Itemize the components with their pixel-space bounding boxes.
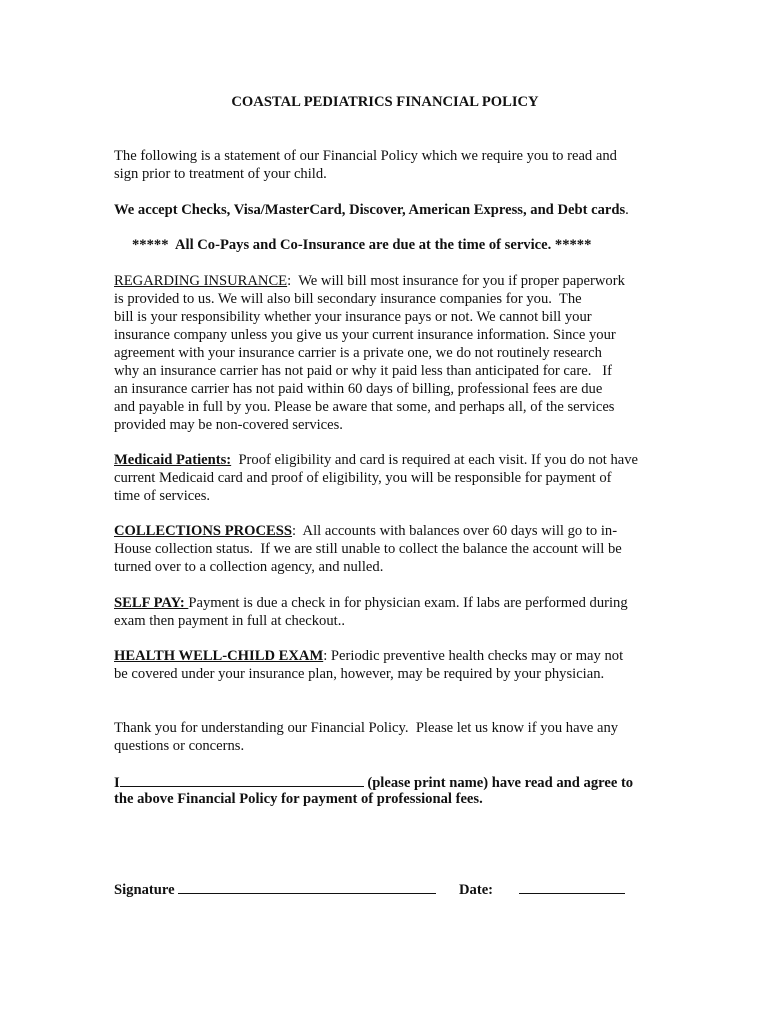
medicaid-heading: Medicaid Patients:: [114, 452, 232, 468]
well-child-first-rest: : Periodic preventive health checks may or may not: [323, 648, 624, 664]
self-pay-line: exam then payment in full at checkout..: [114, 613, 345, 629]
insurance-line: insurance company unless you give us your current insurance information. Since your: [114, 327, 616, 343]
agreement-line-2: the above Financial Policy for payment of professional fees.: [114, 791, 483, 807]
accepted-payments-text: We accept Checks, Visa/MasterCard, Discover, American Express, and Debt cards: [114, 202, 626, 218]
agreement-prefix: I: [114, 775, 120, 791]
copay-notice: ***** All Co-Pays and Co-Insurance are due at the time of service. *****: [132, 237, 592, 253]
insurance-line: agreement with your insurance carrier is a private one, we do not routinely research: [114, 345, 602, 361]
accepted-payments-period: .: [625, 202, 629, 218]
self-pay-line-1: [114, 594, 628, 612]
well-child-heading: HEALTH WELL-CHILD EXAM: [114, 648, 324, 664]
print-name-field[interactable]: [120, 772, 364, 787]
medicaid-line: current Medicaid card and proof of eligibility, you will be responsible for payment of: [114, 470, 612, 486]
medicaid-line: time of services.: [114, 488, 211, 504]
insurance-line: is provided to us. We will also bill secondary insurance companies for you. The: [114, 291, 582, 307]
intro-line-1: The following is a statement of our Financial Policy which we require you to read and: [114, 148, 617, 164]
self-pay-heading: SELF PAY:: [114, 595, 189, 611]
insurance-line: bill is your responsibility whether your insurance pays or not. We cannot bill your: [114, 309, 592, 325]
insurance-line: provided may be non-covered services.: [114, 417, 343, 433]
insurance-first-rest: : We will bill most insurance for you if proper paperwork: [287, 273, 625, 289]
date-label: Date:: [459, 882, 494, 898]
agreement-suffix: (please print name) have read and agree to: [363, 775, 634, 791]
medicaid-line-1: [114, 451, 638, 469]
self-pay-first-rest: Payment is due a check in for physician exam. If labs are performed during: [188, 595, 628, 611]
collections-heading: COLLECTIONS PROCESS: [114, 523, 293, 539]
collections-first-rest: : All accounts with balances over 60 days will go to in-: [292, 523, 618, 539]
collections-line-1: [114, 522, 617, 540]
insurance-line: and payable in full by you. Please be aware that some, and perhaps all, of the services: [114, 399, 615, 415]
insurance-line: why an insurance carrier has not paid or why it paid less than anticipated for care. If: [114, 363, 613, 379]
insurance-line: an insurance carrier has not paid within 60 days of billing, professional fees are due: [114, 381, 603, 397]
collections-line: House collection status. If we are still unable to collect the balance the account will be: [114, 541, 622, 557]
insurance-heading: REGARDING INSURANCE: [114, 273, 288, 289]
well-child-line: be covered under your insurance plan, however, may be required by your physician.: [114, 666, 605, 682]
date-field[interactable]: [519, 879, 625, 894]
collections-line: turned over to a collection agency, and nulled.: [114, 559, 384, 575]
medicaid-first-rest: Proof eligibility and card is required at each visit. If you do not have: [231, 452, 639, 468]
well-child-line-1: [114, 647, 623, 665]
agreement-line-1: [114, 772, 633, 792]
date-line: [459, 879, 625, 899]
document-title: COASTAL PEDIATRICS FINANCIAL POLICY: [231, 94, 539, 110]
insurance-line-1: [114, 272, 625, 290]
signature-line: [114, 879, 436, 899]
intro-line-2: sign prior to treatment of your child.: [114, 166, 327, 182]
signature-field[interactable]: [178, 879, 436, 894]
signature-label: Signature: [114, 882, 179, 898]
thanks-line-1: Thank you for understanding our Financial Policy. Please let us know if you have any: [114, 720, 619, 736]
accepted-payments: [114, 201, 629, 219]
thanks-line-2: questions or concerns.: [114, 738, 245, 754]
